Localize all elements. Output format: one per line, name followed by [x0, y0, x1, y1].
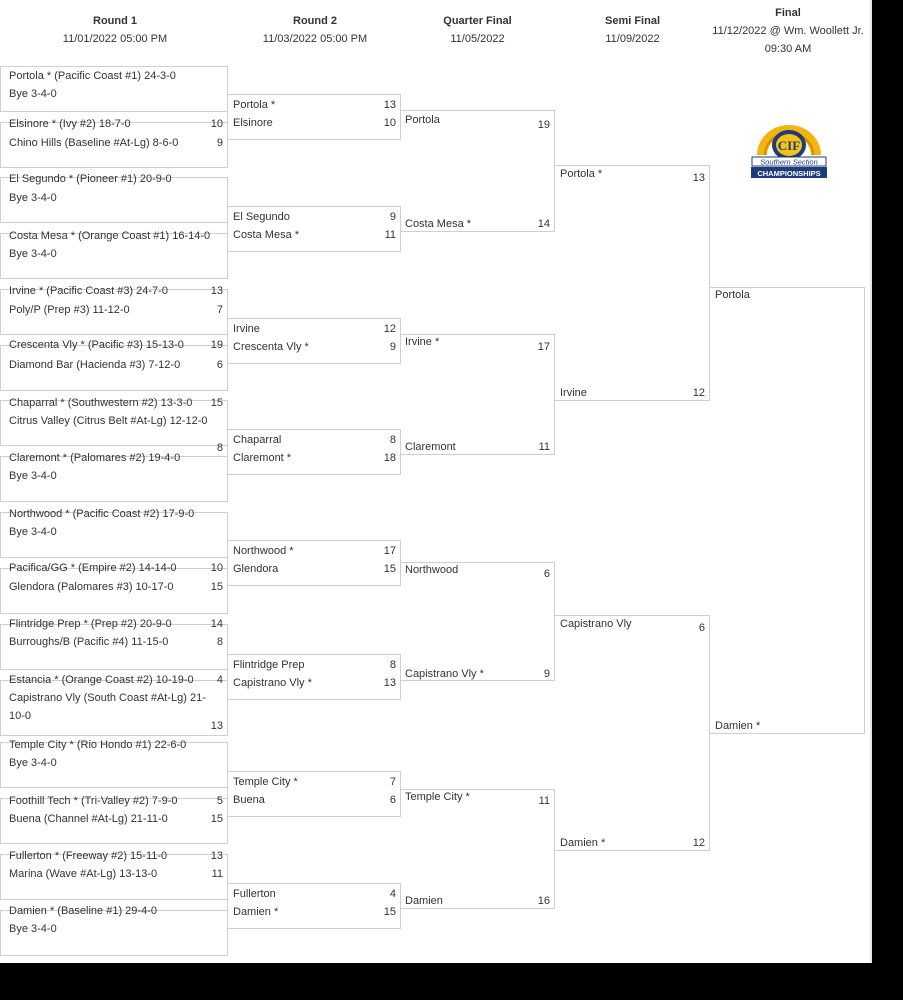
round1-team: Elsinore * (Ivy #2) 18-7-0	[9, 118, 131, 130]
round1-team: Burroughs/B (Pacific #4) 11-15-0	[9, 636, 169, 648]
round-title: Quarter Final	[443, 15, 512, 27]
round1-score: 11	[211, 868, 223, 880]
round1-team: Chino Hills (Baseline #At-Lg) 8-6-0	[9, 137, 179, 149]
round1-team: El Segundo * (Pioneer #1) 20-9-0	[9, 173, 172, 185]
round2-score: 15	[383, 563, 396, 575]
quarterfinal-team: Damien	[405, 895, 443, 907]
semifinal-header	[555, 12, 710, 48]
semifinal-team: Portola *	[560, 168, 603, 180]
round1-team: Chaparral * (Southwestern #2) 13-3-0	[9, 397, 193, 409]
round1-score: 9	[216, 137, 223, 149]
quarterfinal-score: 6	[543, 568, 550, 580]
semifinal-team: Damien *	[560, 837, 606, 849]
final-matchup	[709, 287, 865, 734]
round1-score: 8	[216, 636, 223, 648]
round2-team: Irvine	[233, 323, 260, 335]
round-date: 11/03/2022 05:00 PM	[262, 33, 368, 45]
round1-team: Poly/P (Prep #3) 11-12-0	[9, 304, 130, 316]
round1-header	[20, 12, 210, 48]
round1-score: 15	[210, 813, 223, 825]
quarterfinal-team: Costa Mesa *	[405, 218, 472, 230]
round2-score: 15	[383, 906, 396, 918]
svg-text:CHAMPIONSHIPS: CHAMPIONSHIPS	[757, 169, 821, 178]
round1-team: Temple City * (Rio Hondo #1) 22-6-0	[9, 739, 187, 751]
semifinal-matchup	[554, 615, 710, 851]
round2-score: 10	[383, 117, 396, 129]
quarterfinal-team: Irvine *	[405, 336, 440, 348]
round1-score: 15	[210, 397, 223, 409]
round-date: 11/12/2022 @ Wm. Woollett Jr. 09:30 AM	[712, 25, 864, 55]
round-date: 11/09/2022	[605, 33, 660, 45]
round2-score: 8	[389, 659, 396, 671]
round1-team: Fullerton * (Freeway #2) 15-11-0	[9, 850, 168, 862]
round2-score: 12	[383, 323, 396, 335]
final-team: Damien *	[715, 720, 761, 732]
round1-score: 4	[216, 674, 223, 686]
round2-team: Costa Mesa *	[233, 229, 300, 241]
quarterfinal-header	[400, 12, 555, 48]
final-team: Portola	[715, 289, 750, 301]
semifinal-score: 13	[692, 172, 705, 184]
quarterfinal-score: 14	[537, 218, 550, 230]
round2-header	[220, 12, 410, 48]
round1-score: 15	[210, 581, 223, 593]
quarterfinal-score: 11	[538, 795, 550, 807]
quarterfinal-score: 11	[538, 441, 550, 453]
semifinal-matchup	[554, 165, 710, 401]
quarterfinal-team: Capistrano Vly *	[405, 668, 484, 680]
round-title: Round 2	[293, 15, 337, 27]
round-date: 11/01/2022 05:00 PM	[62, 33, 168, 45]
semifinal-score: 12	[692, 387, 705, 399]
round1-score: 8	[216, 442, 223, 454]
semifinal-team: Irvine	[560, 387, 587, 399]
round1-score: 7	[216, 304, 223, 316]
round1-team: Buena (Channel #At-Lg) 21-11-0	[9, 813, 168, 825]
round1-team: Foothill Tech * (Tri-Valley #2) 7-9-0	[9, 795, 178, 807]
round2-score: 7	[389, 776, 396, 788]
round1-team: Estancia * (Orange Coast #2) 10-19-0	[9, 674, 194, 686]
round1-team: Pacifica/GG * (Empire #2) 14-14-0	[9, 562, 177, 574]
round2-team: El Segundo	[233, 211, 290, 223]
round1-score: 14	[210, 618, 223, 630]
cif-championships-logo	[749, 121, 829, 183]
round2-team: Portola *	[233, 99, 276, 111]
round1-team: Bye 3-4-0	[9, 757, 57, 769]
round1-score: 5	[216, 795, 223, 807]
round2-score: 4	[389, 888, 396, 900]
round1-team: Crescenta Vly * (Pacific #3) 15-13-0	[9, 339, 184, 351]
round1-team: Bye 3-4-0	[9, 526, 57, 538]
round-title: Final	[775, 7, 801, 19]
round1-team: Bye 3-4-0	[9, 192, 57, 204]
round2-team: Chaparral	[233, 434, 282, 446]
round2-score: 13	[383, 677, 396, 689]
round1-team: Glendora (Palomares #3) 10-17-0	[9, 581, 174, 593]
round2-score: 18	[383, 452, 396, 464]
semifinal-score: 6	[698, 622, 705, 634]
round2-team: Capistrano Vly *	[233, 677, 312, 689]
round2-team: Glendora	[233, 563, 279, 575]
quarterfinal-team: Claremont	[405, 441, 456, 453]
svg-text:Southern Section: Southern Section	[760, 157, 818, 167]
round2-team: Flintridge Prep	[233, 659, 305, 671]
round-title: Round 1	[93, 15, 137, 27]
round1-team: Flintridge Prep * (Prep #2) 20-9-0	[9, 618, 172, 630]
final-header	[705, 4, 871, 58]
round2-team: Elsinore	[233, 117, 273, 129]
round2-team: Buena	[233, 794, 265, 806]
round-title: Semi Final	[604, 15, 661, 27]
quarterfinal-team: Temple City *	[405, 791, 470, 803]
round1-team: Portola * (Pacific Coast #1) 24-3-0	[9, 70, 176, 82]
round2-score: 11	[384, 229, 396, 241]
svg-text:CIF: CIF	[777, 138, 801, 153]
round2-score: 9	[389, 211, 396, 223]
round1-team: Diamond Bar (Hacienda #3) 7-12-0	[9, 359, 181, 371]
round1-team: Marina (Wave #At-Lg) 13-13-0	[9, 868, 158, 880]
round1-team: Bye 3-4-0	[9, 470, 57, 482]
round1-score: 13	[210, 720, 223, 732]
round1-team: Citrus Valley (Citrus Belt #At-Lg) 12-12-0	[9, 415, 208, 427]
quarterfinal-team: Portola	[405, 114, 440, 126]
round1-score: 19	[210, 339, 223, 351]
round2-team: Claremont *	[233, 452, 292, 464]
round1-score: 10	[210, 118, 223, 130]
round1-team: Bye 3-4-0	[9, 88, 57, 100]
round2-team: Northwood *	[233, 545, 294, 557]
round1-score: 13	[210, 850, 223, 862]
round1-team: Damien * (Baseline #1) 29-4-0	[9, 905, 157, 917]
round1-team: Bye 3-4-0	[9, 923, 57, 935]
quarterfinal-score: 19	[537, 119, 550, 131]
round1-team: Claremont * (Palomares #2) 19-4-0	[9, 452, 181, 464]
round2-score: 8	[389, 434, 396, 446]
round-date: 11/05/2022	[450, 33, 505, 45]
round1-team: Irvine * (Pacific Coast #3) 24-7-0	[9, 285, 168, 297]
round2-team: Damien *	[233, 906, 279, 918]
round1-team: Costa Mesa * (Orange Coast #1) 16-14-0	[9, 230, 211, 242]
semifinal-team: Capistrano Vly	[560, 618, 632, 630]
round2-score: 13	[383, 99, 396, 111]
round2-team: Crescenta Vly *	[233, 341, 309, 353]
round1-team: Northwood * (Pacific Coast #2) 17-9-0	[9, 508, 195, 520]
round2-team: Temple City *	[233, 776, 298, 788]
quarterfinal-team: Northwood	[405, 564, 459, 576]
semifinal-score: 12	[692, 837, 705, 849]
round2-score: 9	[389, 341, 396, 353]
round1-score: 10	[210, 562, 223, 574]
round2-score: 6	[389, 794, 396, 806]
round2-score: 17	[383, 545, 396, 557]
quarterfinal-score: 16	[537, 895, 550, 907]
round1-team: Capistrano Vly (South Coast #At-Lg) 21-10-0	[9, 692, 206, 722]
round1-score: 6	[216, 359, 223, 371]
round2-team: Fullerton	[233, 888, 276, 900]
round1-team: Bye 3-4-0	[9, 248, 57, 260]
round1-score: 13	[210, 285, 223, 297]
quarterfinal-score: 17	[537, 341, 550, 353]
quarterfinal-score: 9	[543, 668, 550, 680]
